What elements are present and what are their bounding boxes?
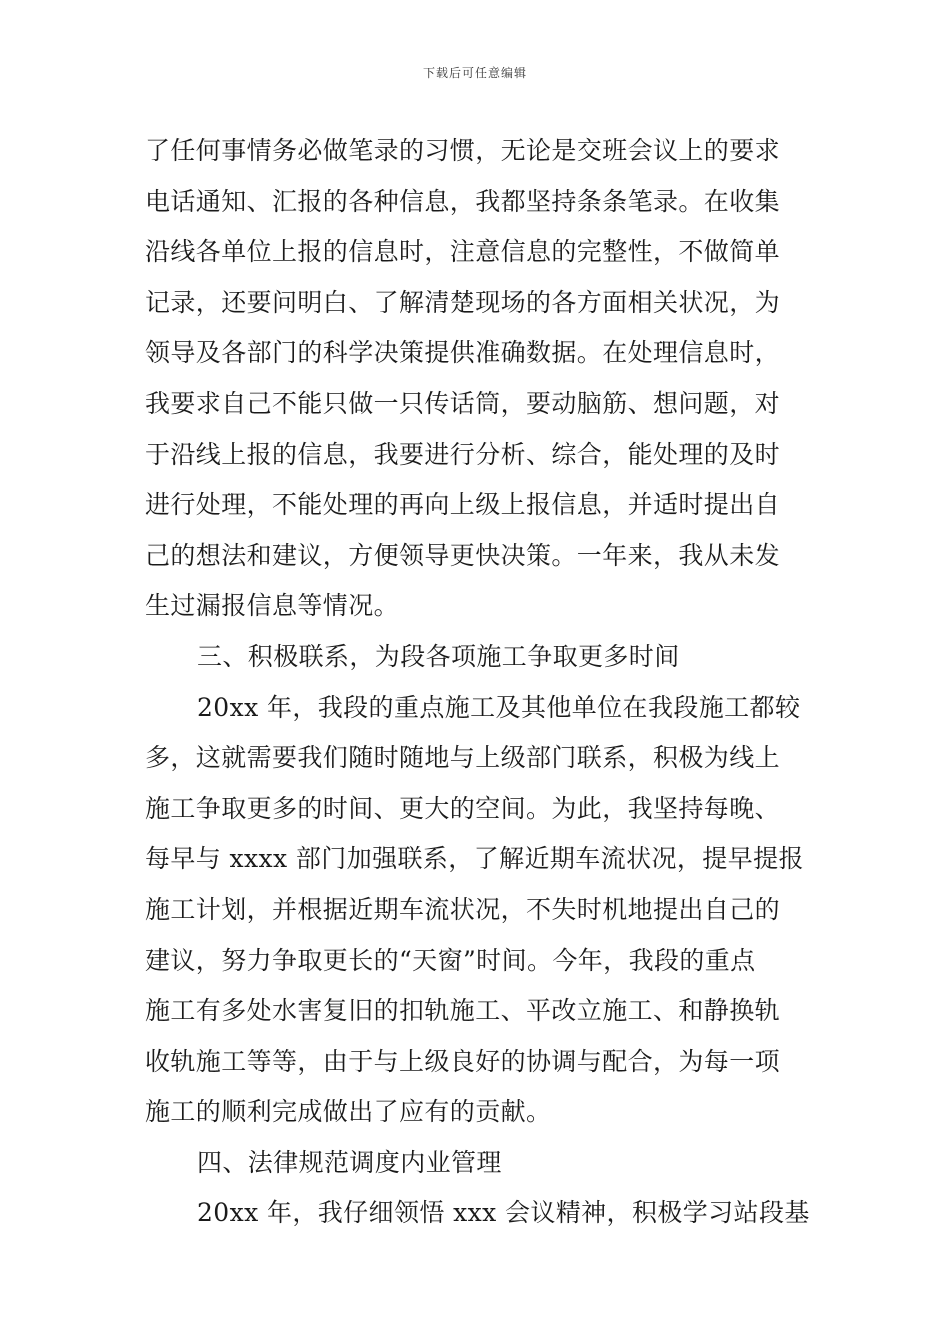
text-line: 己的想法和建议，方便领导更快决策。一年来，我从未发 xyxy=(145,540,781,570)
text-line: 了任何事情务必做笔录的习惯，无论是交班会议上的要求 xyxy=(145,136,781,165)
text-line: 施工争取更多的时间、更大的空间。为此，我坚持每晚、 xyxy=(145,793,781,823)
text-line: 建议，努力争取更长的“天窗”时间。今年，我段的重点 xyxy=(145,945,756,975)
text-line: 记录，还要问明白、了解清楚现场的各方面相关状况，为 xyxy=(145,287,781,317)
text-line: 每早与 xxxx 部门加强联系，了解近期车流状况，提早提报 xyxy=(145,844,804,874)
text-line: 进行处理，不能处理的再向上级上报信息，并适时提出自 xyxy=(145,490,781,520)
section-heading: 三、积极联系，为段各项施工争取更多时间 xyxy=(197,641,680,671)
paragraph-start: 20xx 年，我仔细领悟 xxx 会议精神，积极学习站段基 xyxy=(197,1198,810,1228)
text-line: 于沿线上报的信息，我要进行分析、综合，能处理的及时 xyxy=(145,439,781,469)
text-line: 施工的顺利完成做出了应有的贡献。 xyxy=(145,1097,552,1127)
text-line: 沿线各单位上报的信息时，注意信息的完整性，不做简单 xyxy=(145,237,781,267)
section-heading: 四、法律规范调度内业管理 xyxy=(197,1147,502,1177)
paragraph-start: 20xx 年，我段的重点施工及其他单位在我段施工都较 xyxy=(197,692,801,722)
text-line: 收轨施工等等，由于与上级良好的协调与配合，为每一项 xyxy=(145,1046,781,1076)
page-header: 下载后可任意编辑 xyxy=(422,66,527,80)
text-line: 施工有多处水害复旧的扣轨施工、平改立施工、和静换轨 xyxy=(145,996,781,1026)
text-line: 领导及各部门的科学决策提供准确数据。在处理信息时， xyxy=(145,338,781,368)
text-line: 施工计划，并根据近期车流状况，不失时机地提出自己的 xyxy=(145,894,781,924)
text-line: 我要求自己不能只做一只传话筒，要动脑筋、想问题，对 xyxy=(145,388,781,418)
text-line: 生过漏报信息等情况。 xyxy=(145,591,400,621)
text-line: 多，这就需要我们随时随地与上级部门联系，积极为线上 xyxy=(145,743,781,773)
text-line: 电话通知、汇报的各种信息，我都坚持条条笔录。在收集 xyxy=(145,186,781,216)
document-body xyxy=(145,126,815,1239)
